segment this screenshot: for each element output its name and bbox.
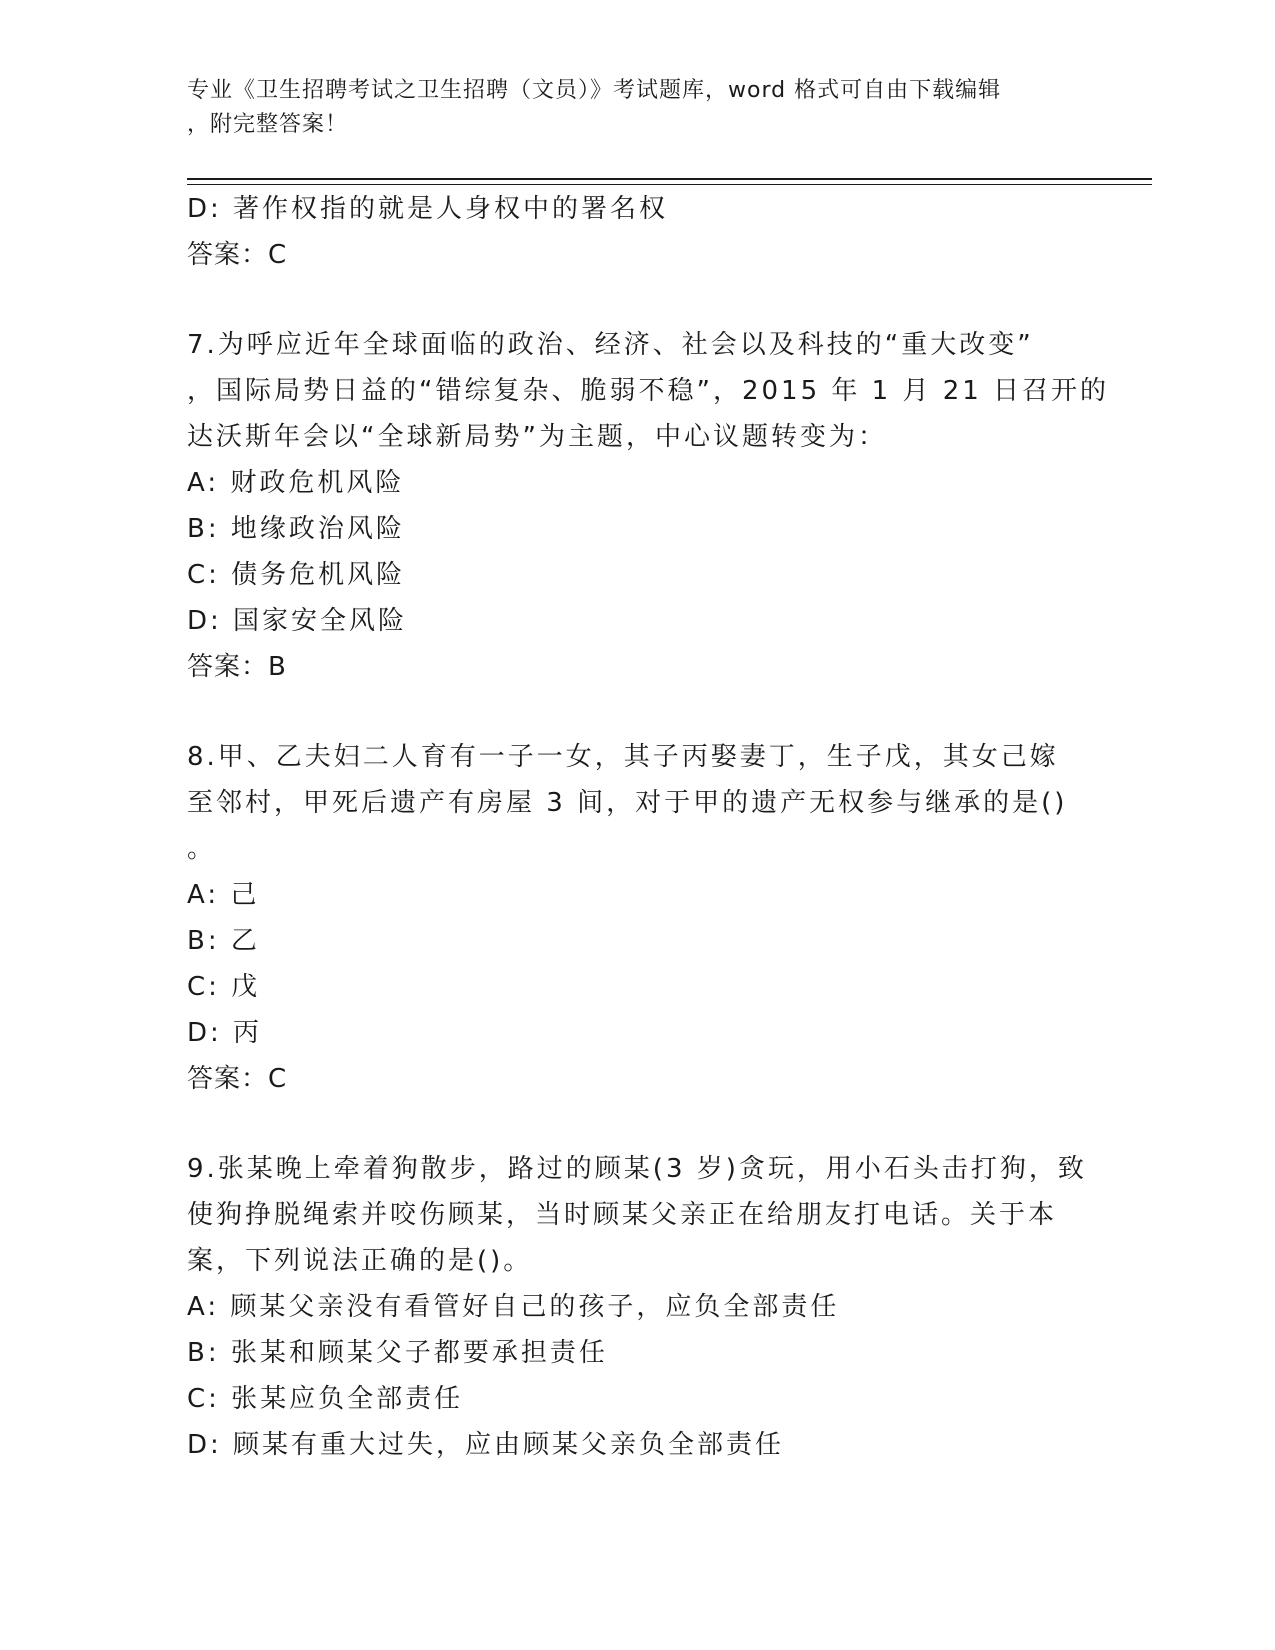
option-d: D: 国家安全风险: [187, 606, 408, 636]
option-c: C: 债务危机风险: [187, 560, 406, 590]
header-divider: [187, 178, 1152, 180]
option-d: D: 顾某有重大过失，应由顾某父亲负全部责任: [187, 1430, 785, 1460]
option-a: A: 财政危机风险: [187, 468, 405, 498]
question-9: [187, 1146, 1087, 1468]
question-stem-line: ，国际局势日益的“错综复杂、脆弱不稳”，2015 年 1 月 21 日召开的: [187, 376, 1110, 406]
page-header: [187, 74, 1087, 142]
header-line-1: 专业《卫生招聘考试之卫生招聘（文员）》考试题库，word 格式可自由下载编辑: [187, 78, 1002, 103]
header-divider-thin: [187, 184, 1152, 185]
option-b: B: 张某和顾某父子都要承担责任: [187, 1338, 608, 1368]
question-stem-line: 达沃斯年会以“全球新局势”为主题，中心议题转变为：: [187, 422, 887, 452]
question-stem-line: 。: [187, 834, 217, 864]
answer-label: 答案：B: [187, 652, 287, 682]
option-c: C: 张某应负全部责任: [187, 1384, 464, 1414]
option-a: A: 己: [187, 880, 260, 910]
option-d: D: 丙: [187, 1018, 263, 1048]
option-a: A: 顾某父亲没有看管好自己的孩子，应负全部责任: [187, 1292, 840, 1322]
question-7: [187, 322, 1110, 690]
question-stem-line: 8.甲、乙夫妇二人育有一子一女，其子丙娶妻丁，生子戊，其女己嫁: [187, 742, 1059, 772]
question-list: [187, 186, 1110, 1468]
option-b: B: 乙: [187, 926, 260, 956]
option-d: D: 著作权指的就是人身权中的署名权: [187, 194, 669, 224]
answer-label: 答案：C: [187, 1064, 288, 1094]
question-6-tail: [187, 186, 1087, 278]
question-stem-line: 案，下列说法正确的是()。: [187, 1246, 533, 1276]
question-stem-line: 7.为呼应近年全球面临的政治、经济、社会以及科技的“重大改变”: [187, 330, 1034, 360]
header-line-2: ，附完整答案！: [187, 112, 349, 137]
question-stem-line: 至邻村，甲死后遗产有房屋 3 间，对于甲的遗产无权参与继承的是(): [187, 788, 1068, 818]
answer-label: 答案：C: [187, 240, 288, 270]
question-stem-line: 使狗挣脱绳索并咬伤顾某，当时顾某父亲正在给朋友打电话。关于本: [187, 1200, 1058, 1230]
option-b: B: 地缘政治风险: [187, 514, 405, 544]
question-8: [187, 734, 1087, 1102]
option-c: C: 戊: [187, 972, 261, 1002]
question-stem-line: 9.张某晚上牵着狗散步，路过的顾某(3 岁)贪玩，用小石头击打狗，致: [187, 1154, 1087, 1184]
